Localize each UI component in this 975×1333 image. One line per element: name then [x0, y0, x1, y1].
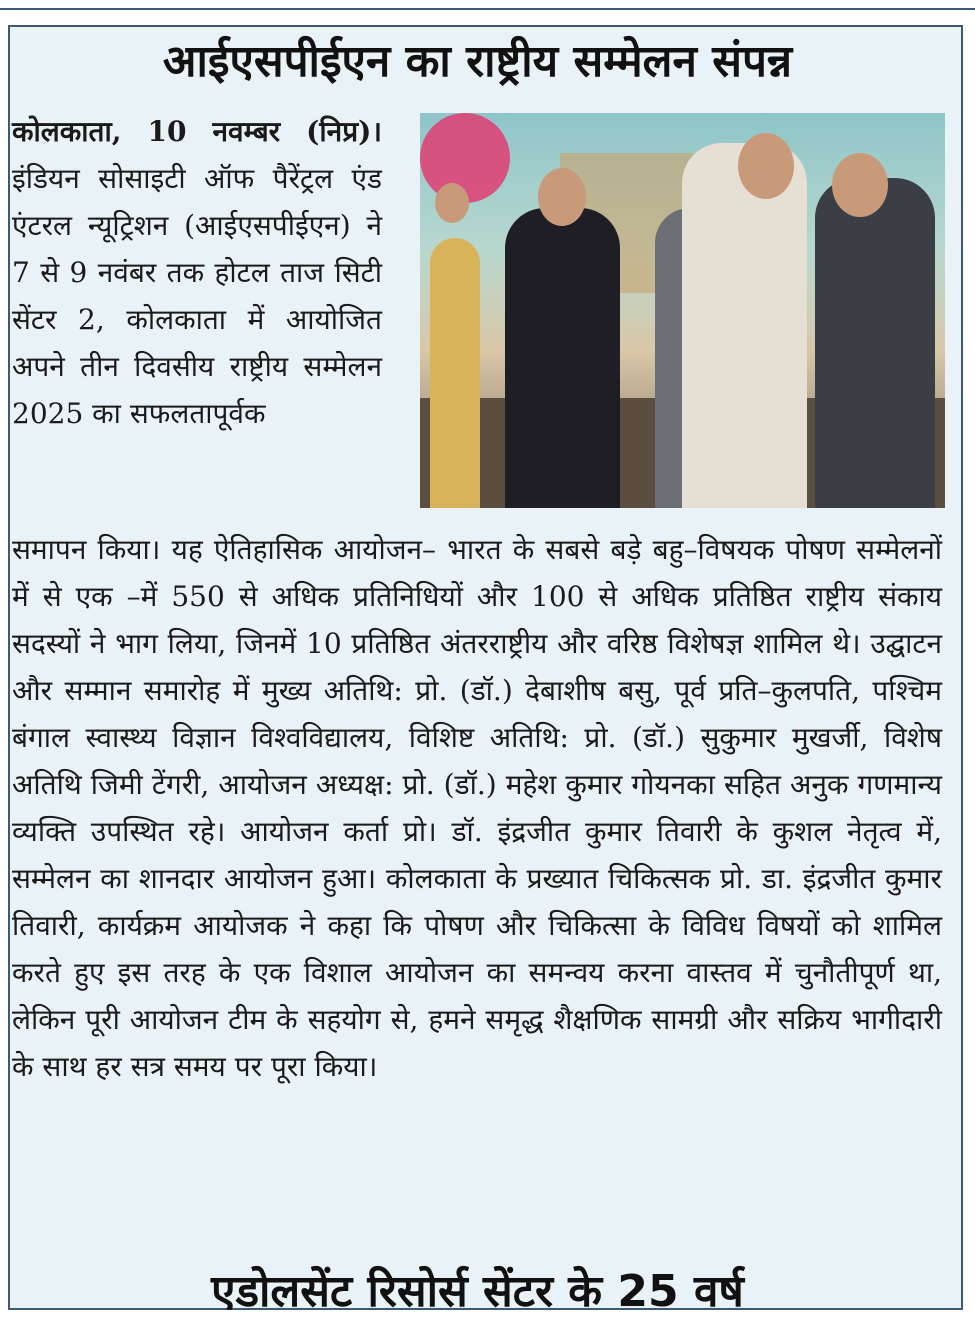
event-photo — [420, 113, 945, 508]
person-man-black-shirt-head — [538, 168, 586, 226]
person-elder-suit — [815, 178, 935, 508]
person-elder-suit-head — [832, 153, 888, 217]
person-man-shawl-head — [738, 133, 794, 199]
person-woman — [430, 238, 480, 508]
article-full-width-text — [12, 526, 942, 1090]
article-body-paragraph: समापन किया। यह ऐतिहासिक आयोजन– भारत के सबसे बड़े बहु–विषयक पोषण सम्मेलनों में से एक –में 550 से अधिक प्रतिनिधियों और 100 से अधिक प्रतिष्ठित राष्ट्रीय संकाय सदस्यों ने भाग लिया, जिनमें 10 प्रतिष्ठित अंतरराष्ट्रीय और वरिष्ठ विशेषज्ञ शामिल थे। उद्घाटन और सम्मान समारोह में मुख्य अतिथि: प्रो. (डॉ.) देबाशीष बसु, पूर्व प्रति–कुलपति, पश्चिम बंगाल स्वास्थ्य विज्ञान विश्वविद्यालय, विशिष्ट अतिथि: प्रो. (डॉ.) सुकुमार मुखर्जी, विशेष अतिथि जिमी टेंगरी, आयोजन अध्यक्ष: प्रो. (डॉ.) महेश कुमार गोयनका सहित अनुक गणमान्य व्यक्ति उपस्थित रहे। आयोजन कर्ता प्रो। डॉ. इंद्रजीत कुमार तिवारी के कुशल नेतृत्व में, सम्मेलन का शानदार आयोजन हुआ। कोलकाता के प्रख्यात चिकित्सक प्रो. डा. इंद्रजीत कुमार तिवारी, कार्यक्रम आयोजक ने कहा कि पोषण और चिकित्सा के विविध विषयों को शामिल करते हुए इस तरह के एक विशाल आयोजन का समन्वय करना वास्तव में चुनौतीपूर्ण था, लेकिन पूरी आयोजन टीम के सहयोग से, हमने समृद्ध शैक्षणिक सामग्री और सक्रिय भागीदारी के साथ हर सत्र समय पर पूरा किया। — [12, 533, 942, 1083]
article-headline: आईएसपीईएन का राष्ट्रीय सम्मेलन संपन्न — [162, 36, 793, 87]
article-dateline: कोलकाता, 10 नवम्बर (निप्र)। — [12, 115, 382, 148]
next-article-headline: एडोलसेंट रिसोर्स सेंटर के 25 वर्ष — [211, 1266, 744, 1310]
article-column-text — [12, 108, 382, 437]
article-lead-paragraph: इंडियन सोसाइटी ऑफ पैरेंट्रल एंड एंटरल न्यूट्रिशन (आईएसपीईएन) ने 7 से 9 नवंबर तक होटल ताज सिटी सेंटर 2, कोलकाता में आयोजित अपने तीन दिवसीय राष्ट्रीय सम्मेलन 2025 का सफलतापूर्वक — [12, 162, 382, 430]
person-man-black-shirt — [505, 208, 620, 508]
person-woman-head — [435, 183, 469, 223]
top-rule — [0, 8, 975, 10]
person-man-shawl — [682, 143, 807, 508]
